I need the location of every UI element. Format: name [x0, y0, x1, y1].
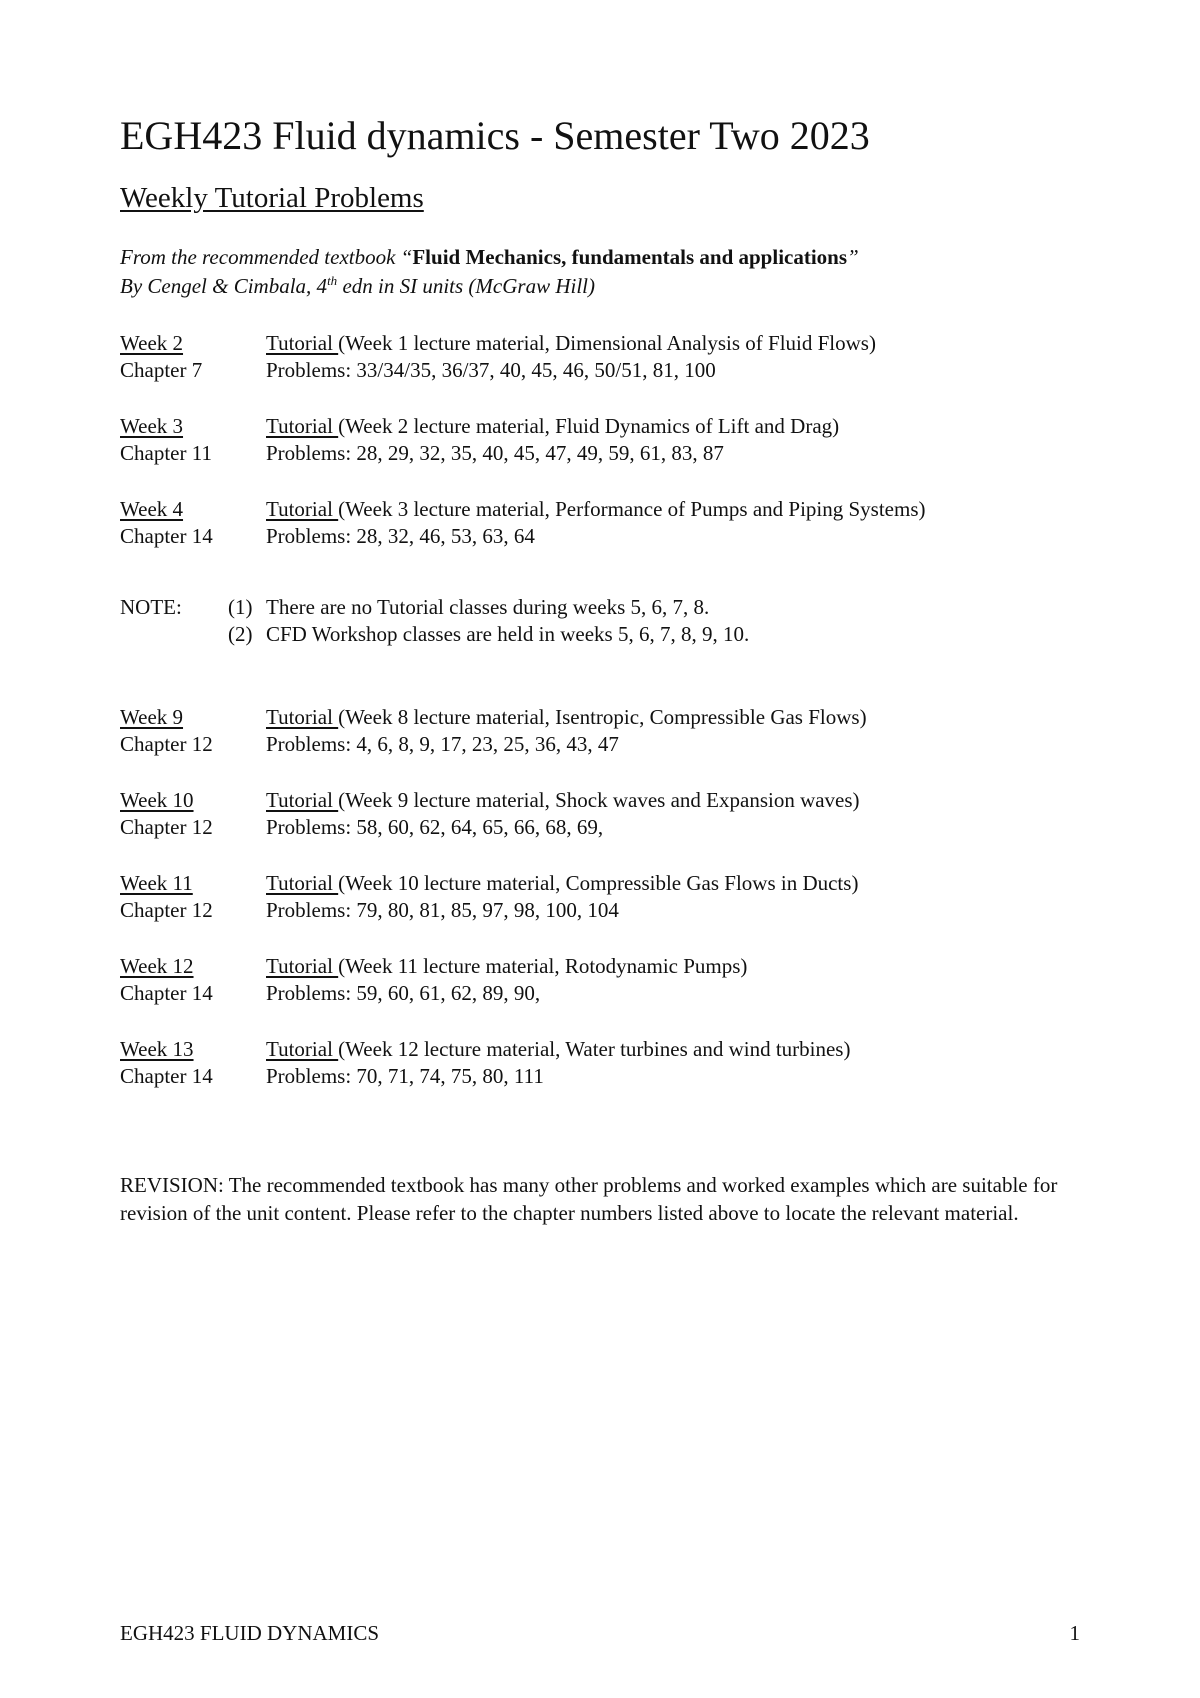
chapter-row: [120, 357, 1080, 384]
chapter-row: [120, 980, 1080, 1007]
week-row: [120, 1036, 1080, 1063]
tutorial-label: Tutorial: [266, 705, 339, 729]
tutorial-description: [266, 870, 858, 897]
week-row: [120, 953, 1080, 980]
tutorial-topic: (Week 3 lecture material, Performance of Pumps and Piping Systems): [338, 497, 926, 521]
note-row: [120, 594, 1080, 621]
note-label: NOTE:: [120, 595, 182, 619]
note-text: There are no Tutorial classes during weeks 5, 6, 7, 8.: [266, 595, 710, 619]
week-label: Week 4: [120, 497, 184, 521]
problem-list: Problems: 28, 29, 32, 35, 40, 45, 47, 49, 59, 61, 83, 87: [266, 441, 724, 465]
tutorial-label: Tutorial: [266, 871, 339, 895]
week-row: [120, 413, 1080, 440]
week-label: Week 11: [120, 871, 193, 895]
week-row: [120, 787, 1080, 814]
week-entry: [120, 413, 1080, 467]
note-section: [120, 594, 1080, 648]
tutorial-topic: (Week 12 lecture material, Water turbines and wind turbines): [338, 1037, 851, 1061]
chapter-label: Chapter 12: [120, 898, 213, 922]
document-title: EGH423 Fluid dynamics - Semester Two 2023: [120, 113, 870, 158]
textbook-close-quote: ”: [847, 245, 859, 269]
tutorial-label: Tutorial: [266, 1037, 339, 1061]
textbook-reference: [120, 243, 859, 301]
revision-paragraph: REVISION: The recommended textbook has many other problems and worked examples which are suitable for revision of the unit content. Please refer to the chapter numbers listed above to locate the relevant material.: [120, 1173, 1058, 1225]
problem-list: Problems: 28, 32, 46, 53, 63, 64: [266, 524, 535, 548]
page-footer: [120, 1620, 1080, 1646]
week-entry: [120, 870, 1080, 924]
tutorial-description: [266, 953, 747, 980]
week-entry: [120, 704, 1080, 758]
textbook-title: Fluid Mechanics, fundamentals and applications: [412, 245, 848, 269]
tutorial-topic: (Week 2 lecture material, Fluid Dynamics of Lift and Drag): [338, 414, 840, 438]
problem-list: Problems: 70, 71, 74, 75, 80, 111: [266, 1064, 544, 1088]
week-entry: [120, 330, 1080, 384]
chapter-label: Chapter 7: [120, 358, 203, 382]
tutorial-schedule: [120, 330, 1080, 1119]
tutorial-description: [266, 413, 839, 440]
week-entry: [120, 1036, 1080, 1090]
chapter-row: [120, 897, 1080, 924]
tutorial-label: Tutorial: [266, 414, 339, 438]
chapter-label: Chapter 12: [120, 815, 213, 839]
week-row: [120, 330, 1080, 357]
week-row: [120, 496, 1080, 523]
week-row: [120, 704, 1080, 731]
tutorial-label: Tutorial: [266, 954, 339, 978]
chapter-label: Chapter 12: [120, 732, 213, 756]
week-label: Week 13: [120, 1037, 194, 1061]
textbook-authors: By Cengel & Cimbala, 4: [120, 274, 328, 298]
tutorial-description: [266, 1036, 850, 1063]
week-label: Week 9: [120, 705, 184, 729]
textbook-edition-suffix: th: [327, 273, 338, 288]
tutorial-description: [266, 787, 860, 814]
tutorial-description: [266, 496, 926, 523]
problem-list: Problems: 79, 80, 81, 85, 97, 98, 100, 104: [266, 898, 619, 922]
week-label: Week 10: [120, 788, 194, 812]
chapter-label: Chapter 14: [120, 1064, 213, 1088]
tutorial-topic: (Week 10 lecture material, Compressible Gas Flows in Ducts): [338, 871, 859, 895]
tutorial-label: Tutorial: [266, 331, 339, 355]
document-subtitle: Weekly Tutorial Problems: [120, 182, 424, 214]
textbook-line-1: [120, 243, 859, 272]
textbook-intro: From the recommended textbook “: [120, 245, 413, 269]
problem-list: Problems: 59, 60, 61, 62, 89, 90,: [266, 981, 541, 1005]
problem-list: Problems: 58, 60, 62, 64, 65, 66, 68, 69,: [266, 815, 604, 839]
tutorial-topic: (Week 9 lecture material, Shock waves and Expansion waves): [338, 788, 860, 812]
note-text: CFD Workshop classes are held in weeks 5, 6, 7, 8, 9, 10.: [266, 622, 750, 646]
week-entry: [120, 496, 1080, 550]
note-item: [228, 621, 749, 648]
week-label: Week 2: [120, 331, 184, 355]
chapter-row: [120, 731, 1080, 758]
tutorial-topic: (Week 11 lecture material, Rotodynamic Pumps): [338, 954, 748, 978]
chapter-label: Chapter 14: [120, 981, 213, 1005]
chapter-label: Chapter 11: [120, 441, 212, 465]
note-item: [228, 594, 709, 621]
week-entry: [120, 953, 1080, 1007]
chapter-row: [120, 814, 1080, 841]
tutorial-description: [266, 704, 867, 731]
tutorial-topic: (Week 1 lecture material, Dimensional Analysis of Fluid Flows): [338, 331, 876, 355]
textbook-edition: edn in SI units (McGraw Hill): [337, 274, 595, 298]
tutorial-label: Tutorial: [266, 497, 339, 521]
problem-list: Problems: 4, 6, 8, 9, 17, 23, 25, 36, 43, 47: [266, 732, 619, 756]
note-number: (1): [228, 595, 253, 619]
note-label-spacer: [120, 621, 228, 648]
tutorial-description: [266, 330, 876, 357]
week-label: Week 3: [120, 414, 184, 438]
week-label: Week 12: [120, 954, 194, 978]
textbook-line-2: [120, 272, 859, 301]
note-number: (2): [228, 622, 253, 646]
chapter-row: [120, 523, 1080, 550]
week-entry: [120, 787, 1080, 841]
note-row: [120, 621, 1080, 648]
problem-list: Problems: 33/34/35, 36/37, 40, 45, 46, 50/51, 81, 100: [266, 358, 716, 382]
tutorial-label: Tutorial: [266, 788, 339, 812]
tutorial-topic: (Week 8 lecture material, Isentropic, Compressible Gas Flows): [338, 705, 867, 729]
week-row: [120, 870, 1080, 897]
chapter-row: [120, 440, 1080, 467]
footer-course-name: EGH423 FLUID DYNAMICS: [120, 1621, 380, 1645]
chapter-row: [120, 1063, 1080, 1090]
chapter-label: Chapter 14: [120, 524, 213, 548]
page-number: 1: [1069, 1621, 1080, 1645]
